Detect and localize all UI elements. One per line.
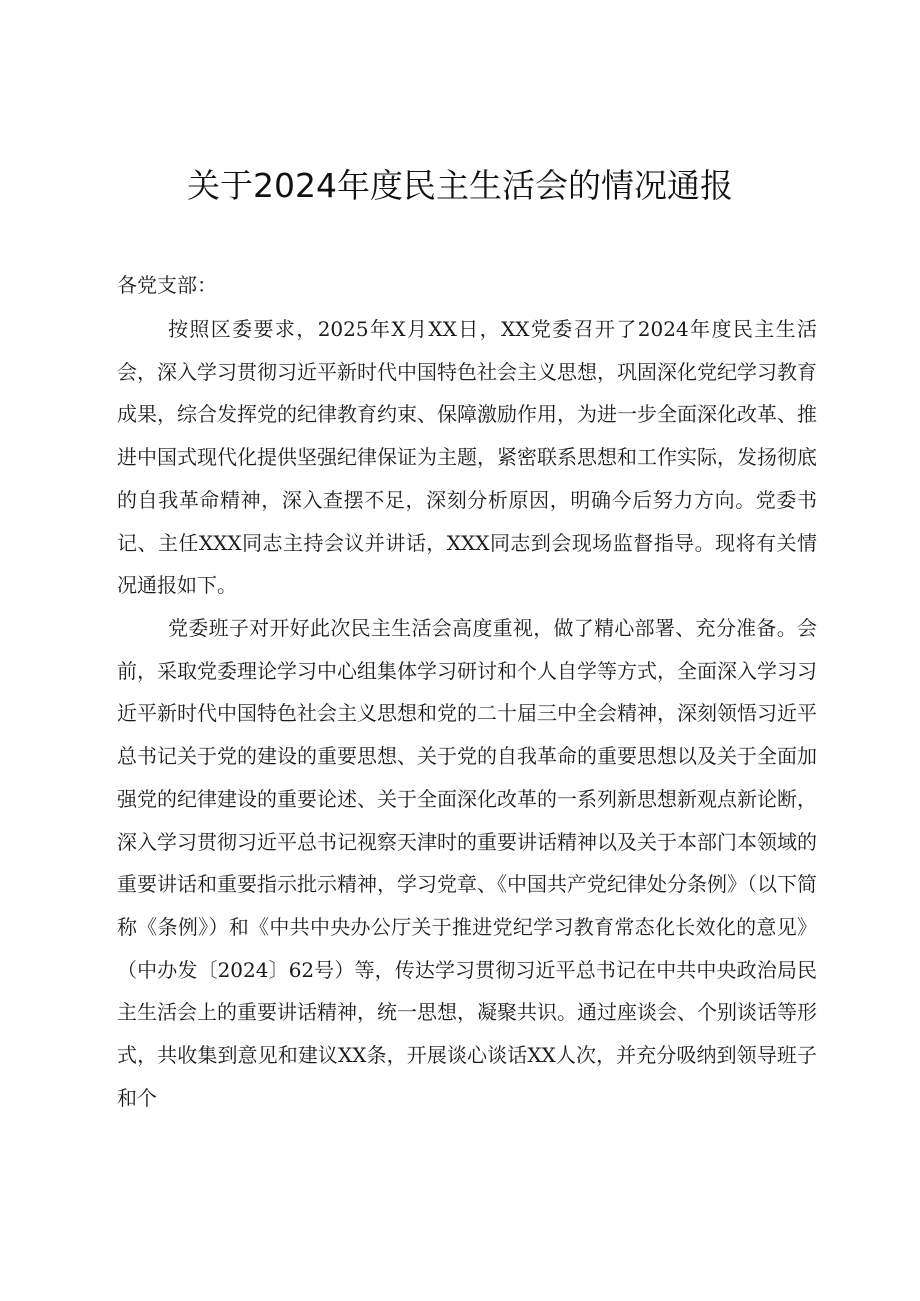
paragraph-2: 党委班子对开好此次民主生活会高度重视，做了精心部署、充分准备。会前，采取党委理论学习中心组集体学习研讨和个人自学等方式，全面深入学习习近平新时代中国特色社会主义思想和党的二十届三中全会精神，深刻领悟习近平总书记关于党的建设的重要思想、关于党的自我革命的重要思想以及关于全面加强党的纪律建设的重要论述、关于全面深化改革的一系列新思想新观点新论断，深入学习贯彻习近平总书记视察天津时的重要讲话精神以及关于本部门本领域的重要讲话和重要指示批示精神，学习党章、《中国共产党纪律处分条例》（以下简称《条例》）和《中共中央办公厅关于推进党纪学习教育常态化长效化的意见》（中办发〔2024〕62号）等，传达学习贯彻习近平总书记在中共中央政治局民主生活会上的重要讲话精神，统一思想，凝聚共识。通过座谈会、个别谈话等形式，共收集到意见和建议XX条，开展谈心谈话XX人次，并充分吸纳到领导班子和个 xyxy=(117,616,817,1110)
document-title: 关于2024年度民主生活会的情况通报 xyxy=(187,166,733,205)
paragraph-1: 按照区委要求，2025年X月XX日，XX党委召开了2024年度民主生活会，深入学习贯彻习近平新时代中国特色社会主义思想，巩固深化党纪学习教育成果，综合发挥党的纪律教育约束、保障激励作用，为进一步全面深化改革、推进中国式现代化提供坚强纪律保证为主题，紧密联系思想和工作实际，发扬彻底的自我革命精神，深入查摆不足，深刻分析原因，明确今后努力方向。党委书记、主任XXX同志主持会议并讲话，XXX同志到会现场监督指导。现将有关情况通报如下。 xyxy=(117,317,817,598)
salutation: 各党支部： xyxy=(117,273,217,297)
